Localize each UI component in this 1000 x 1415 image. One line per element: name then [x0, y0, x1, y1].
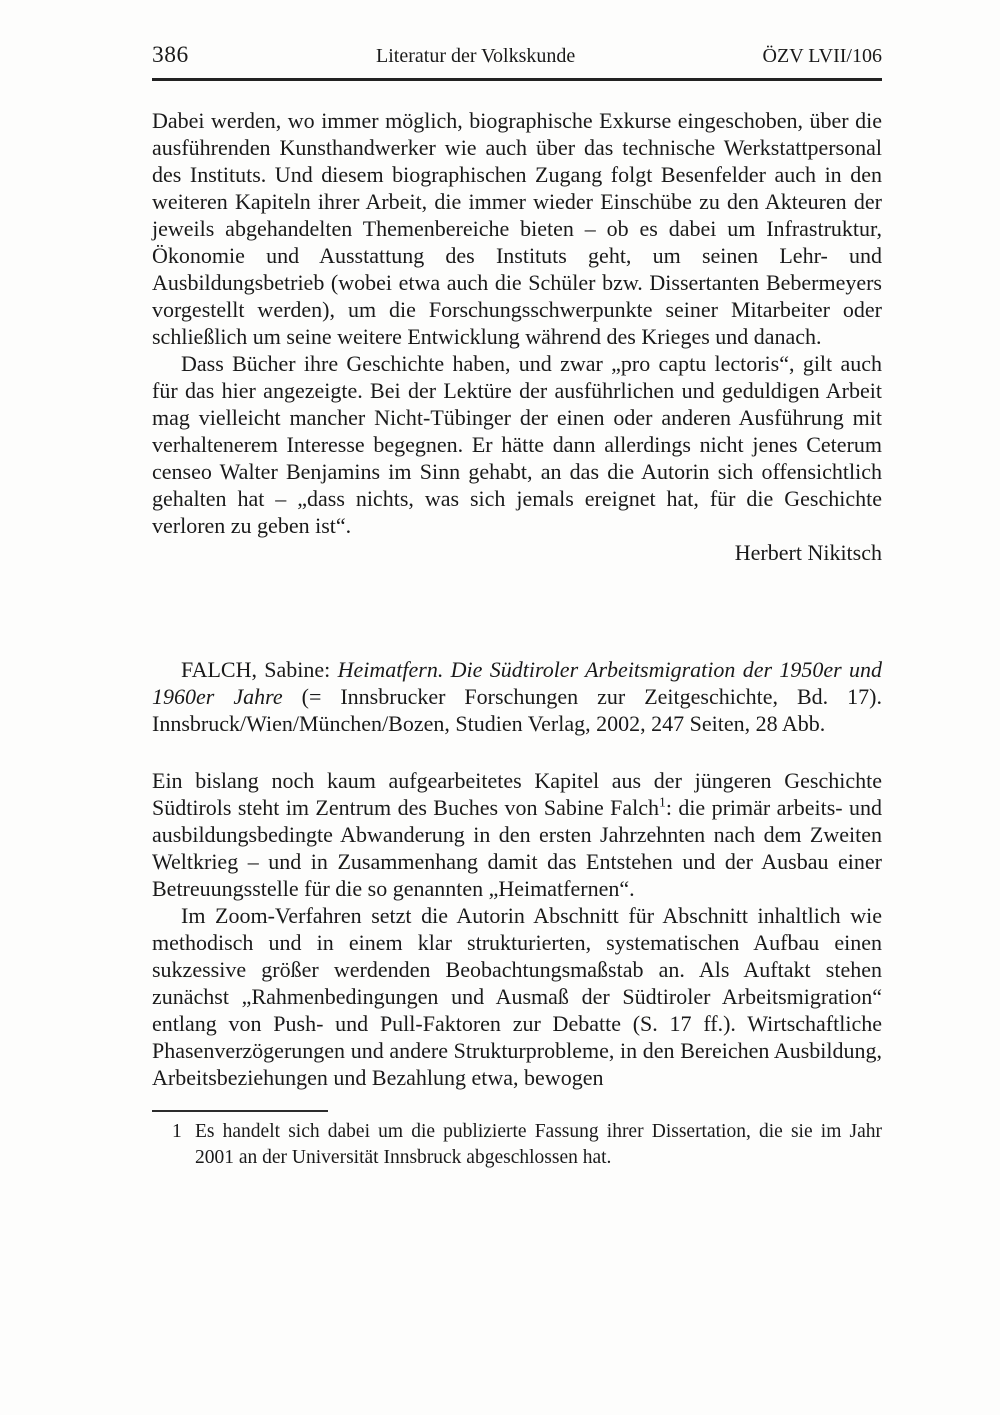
running-title: Literatur der Volkskunde [376, 45, 576, 67]
footnote-number: 1 [172, 1121, 182, 1142]
citation-details: (= Innsbrucker Forschungen zur Zeitgeschichte, Bd. 17). Innsbruck/Wien/München/Bozen, Studien Verlag, 2002, 247 Seiten, 28 Abb. [152, 684, 882, 736]
header-rule [152, 78, 882, 81]
review-body [152, 107, 882, 1091]
reviewer-signature: Herbert Nikitsch [734, 540, 882, 565]
journal-reference: ÖZV LVII/106 [762, 45, 882, 67]
footnote [152, 1119, 882, 1170]
review-paragraph [152, 767, 882, 902]
footnote-rule [152, 1110, 328, 1112]
footnote-text: Es handelt sich dabei um die publizierte Fassung ihrer Dissertation, die sie im Jahr 2001 an der Universität Innsbruck abgeschlossen hat. [195, 1121, 882, 1168]
citation-book-title: Heimatfern. Die Südtiroler Arbeitsmigration der 1950er und 1960er Jahre [152, 657, 883, 709]
paragraph-text-after-note: : die primär arbeits- und ausbildungsbedingte Abwanderung in den ersten Jahrzehnten nach dem Zweiten Weltkrieg – und in Zusammenhang damit das Entstehen und der Ausbau einer Betreuungsstelle für die so genannten „Heimatfernen“. [152, 795, 882, 901]
review-paragraph-continued: Dabei werden, wo immer möglich, biographische Exkurse eingeschoben, über die ausführenden Kunsthandwerker wie auch über das technische Werkstattpersonal des Instituts. Und diesem biographischen Zugang folgt Besenfelder auch in den weiteren Kapiteln ihrer Arbeit, die immer wieder Einschübe zu den Akteuren der jeweils abgehandelten Themenbereiche bieten – ob es dabei um Infrastruktur, Ökonomie und Ausstattung des Instituts geht, um seinen Lehr- und Ausbildungsbetrieb (wobei etwa auch die Schüler bzw. Dissertanten Bebermeyers vorgestellt werden), um die Forschungsschwerpunkte seiner Mitarbeiter oder schließlich um seine weitere Entwicklung während des Krieges und danach. [152, 108, 882, 349]
footnote-reference-marker: 1 [659, 794, 666, 810]
review-paragraph: Im Zoom-Verfahren setzt die Autorin Abschnitt für Abschnitt inhaltlich wie methodisch und in einem klar strukturierten, systematischen Aufbau einen sukzessive größer werdenden Beobachtungsmaßstab an. Als Auftakt stehen zunächst „Rahmenbedingungen und Ausmaß der Südtiroler Arbeitsmigration“ entlang von Push- und Pull-Faktoren zur Debatte (S. 17 ff.). Wirtschaftliche Phasenverzögerungen und andere Strukturprobleme, in den Bereichen Ausbildung, Arbeitsbeziehungen und Bezahlung etwa, bewogen [152, 903, 882, 1090]
page-content [152, 42, 882, 1170]
page-number: 386 [152, 42, 189, 68]
paragraph-text-before-note: Ein bislang noch kaum aufgearbeitetes Kapitel aus der jüngeren Geschichte Südtirols steht im Zentrum des Buches von Sabine Falch [152, 768, 882, 820]
review-paragraph: Dass Bücher ihre Geschichte haben, und zwar „pro captu lectoris“, gilt auch für das hier angezeigte. Bei der Lektüre der ausführlichen und geduldigen Arbeit mag vielleicht mancher Nicht-Tübinger der einen oder anderen Ausführung mit verhaltenerem Interesse begegnen. Er hätte dann allerdings nicht jenes Ceterum censeo Walter Benjamins im Sinn gehabt, an das die Autorin sich offensichtlich gehalten hat – „dass nichts, was sich jemals ereignet hat, für die Geschichte verloren zu geben ist“. [152, 351, 882, 538]
book-citation [152, 656, 882, 737]
citation-author: FALCH, Sabine: [181, 657, 338, 682]
page-header [152, 42, 882, 69]
